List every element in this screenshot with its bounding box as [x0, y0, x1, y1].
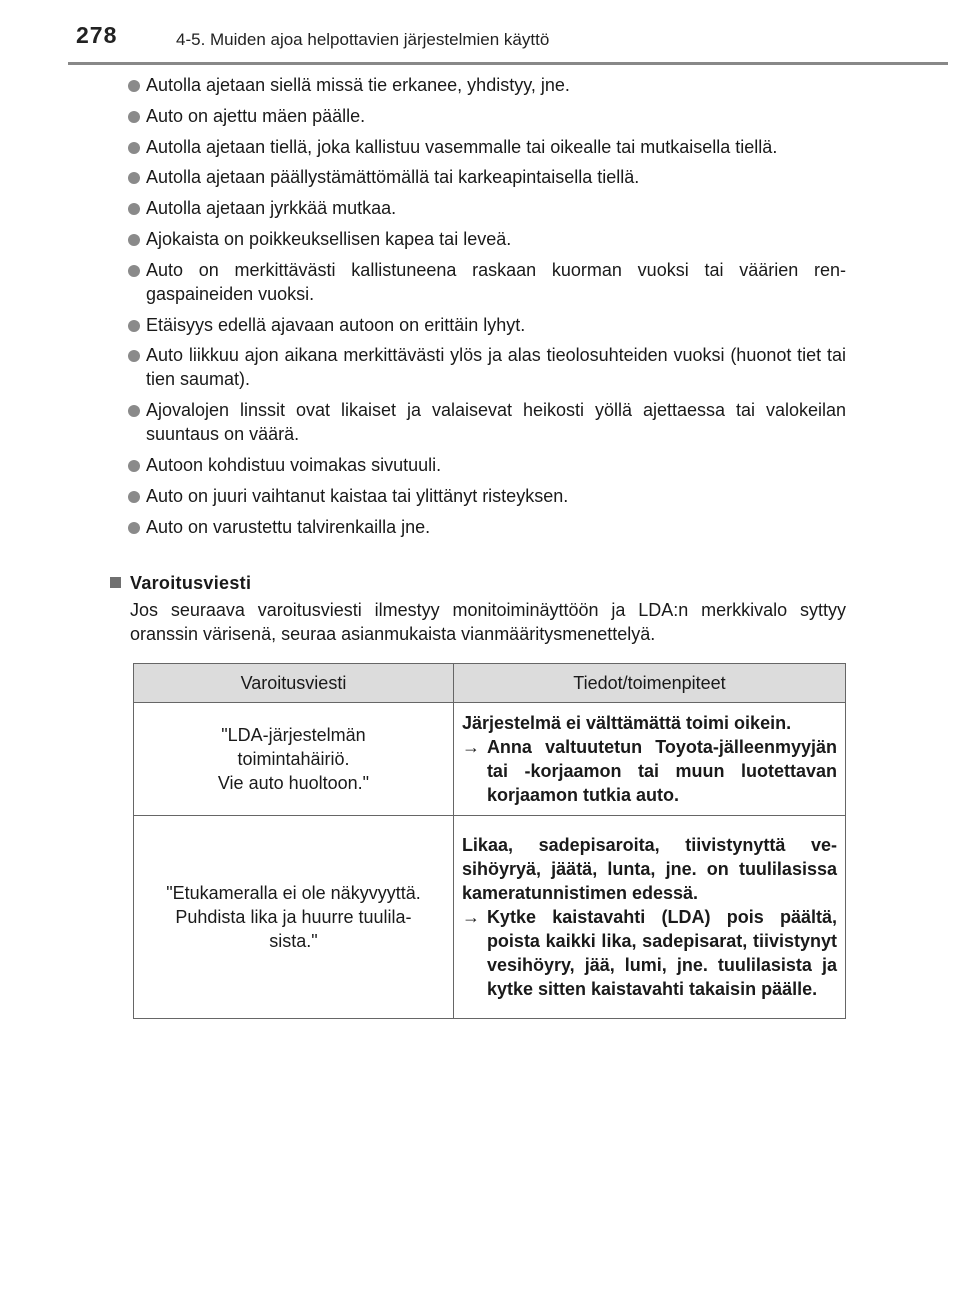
- bullet-dot-icon: [128, 265, 140, 277]
- bullet-dot-icon: [128, 405, 140, 417]
- list-item-text: Ajokaista on poikkeuksellisen kapea tai leveä.: [146, 228, 512, 249]
- list-item-text: Ajovalojen linssit ovat likaiset ja valaisevat heikosti yöllä ajettaessa tai valokeilan suuntaus on väärä.: [146, 400, 846, 445]
- warning-message-section: [110, 571, 846, 646]
- warning-message-table: [133, 663, 846, 1019]
- message-line: "Etukameralla ei ole näkyvyyttä.: [166, 883, 421, 903]
- bullet-dot-icon: [128, 522, 140, 534]
- list-item: [128, 343, 846, 391]
- info-lead-text: Likaa, sadepisaroita, tiivistynyttä vesihöyryä, jäätä, lunta, jne. on tuulilasissa kameratunnistimen edessä.: [461, 835, 837, 903]
- header-divider: [68, 62, 948, 65]
- list-item: [128, 73, 846, 97]
- bullet-dot-icon: [128, 350, 140, 362]
- list-item-text: Autolla ajetaan tiellä, joka kallistuu vasemmalle tai oikealle tai mutkaisella tiellä.: [146, 136, 778, 157]
- list-item: [128, 313, 846, 337]
- list-item-text: Auto on varustettu talvirenkailla jne.: [146, 516, 431, 537]
- bullet-dot-icon: [128, 111, 140, 123]
- bullet-dot-icon: [128, 234, 140, 246]
- arrow-right-icon: →: [461, 737, 480, 757]
- list-item-text: Autolla ajetaan päällystämättömällä tai karkeapintaisella tiellä.: [146, 167, 640, 188]
- bullet-dot-icon: [128, 142, 140, 154]
- info-action-text: Kytke kaistavahti (LDA) pois päältä, poista kaikki lika, sadepisarat, tiivistynyt vesihöyry, jää, lumi, jne. tuulilasista ja kytke sitten kaistavahti takaisin päälle.: [486, 907, 837, 999]
- list-item-text: Autoon kohdistuu voimakas sivutuuli.: [146, 454, 442, 475]
- message-line: Vie auto huoltoon.": [217, 773, 370, 793]
- info-action-text: Anna valtuutetun Toyota-jälleenmyyjän tai -korjaamon tai muun luotettavan korjaamon tutkia auto.: [486, 737, 837, 805]
- page-header: [76, 22, 946, 62]
- message-line: sista.": [269, 931, 318, 951]
- message-line: toimintahäiriö.: [237, 749, 350, 769]
- list-item-text: Auto on juuri vaihtanut kaistaa tai ylittänyt risteyksen.: [146, 485, 569, 506]
- list-item-text: Etäisyys edellä ajavaan autoon on erittäin lyhyt.: [146, 314, 526, 335]
- list-item: [128, 453, 846, 477]
- list-item: [128, 165, 846, 189]
- list-item-text: Auto on merkittävästi kallistuneena raskaan kuorman vuoksi tai väärien rengaspaineiden vuoksi.: [146, 259, 846, 304]
- list-item: [128, 196, 846, 220]
- list-item-text: Auto on ajettu mäen päälle.: [146, 105, 366, 126]
- section-title: 4-5. Muiden ajoa helpottavien järjestelmien käyttö: [176, 30, 550, 49]
- list-item: [128, 135, 846, 159]
- bullet-dot-icon: [128, 491, 140, 503]
- info-cell: [453, 816, 845, 1019]
- info-action: [462, 905, 837, 1001]
- table-row: [134, 816, 846, 1019]
- list-item-text: Autolla ajetaan jyrkkää mutkaa.: [146, 198, 397, 219]
- list-item: [128, 258, 846, 306]
- column-header-info: Tiedot/toimenpiteet: [453, 664, 845, 703]
- bullet-dot-icon: [128, 172, 140, 184]
- column-header-message: Varoitusviesti: [134, 664, 454, 703]
- message-line: Puhdista lika ja huurre tuulila-: [175, 907, 412, 927]
- list-item: [128, 515, 846, 539]
- page-number: 278: [76, 22, 118, 48]
- list-item: [128, 227, 846, 251]
- list-item-text: Auto liikkuu ajon aikana merkittävästi ylös ja alas tieolosuhteiden vuoksi (huonot tiet tai tien saumat).: [146, 345, 846, 390]
- info-lead-text: Järjestelmä ei välttämättä toimi oikein.: [461, 713, 792, 733]
- square-bullet-icon: [110, 577, 121, 588]
- list-item: [128, 484, 846, 508]
- condition-bullet-list: [128, 73, 846, 545]
- message-cell: [134, 703, 454, 816]
- sub-heading: [110, 571, 846, 595]
- info-cell: [453, 703, 845, 816]
- list-item: [128, 104, 846, 128]
- message-cell: [134, 816, 454, 1019]
- bullet-dot-icon: [128, 460, 140, 472]
- table-row: [134, 703, 846, 816]
- sub-heading-text: Varoitusviesti: [130, 573, 252, 593]
- warning-intro-text: Jos seuraava varoitusviesti ilmestyy monitoiminäyttöön ja LDA:n merkkivalo syttyy oranssin värisenä, seuraa asianmukaista vianmääritysmenettelyä.: [130, 600, 846, 644]
- message-line: "LDA-järjestelmän: [221, 725, 366, 745]
- bullet-dot-icon: [128, 203, 140, 215]
- table-header-row: [134, 664, 846, 703]
- bullet-dot-icon: [128, 320, 140, 332]
- arrow-right-icon: →: [461, 907, 480, 927]
- list-item-text: Autolla ajetaan siellä missä tie erkanee, yhdistyy, jne.: [146, 75, 570, 95]
- bullet-dot-icon: [128, 80, 140, 92]
- info-action: [462, 735, 837, 807]
- list-item: [128, 398, 846, 446]
